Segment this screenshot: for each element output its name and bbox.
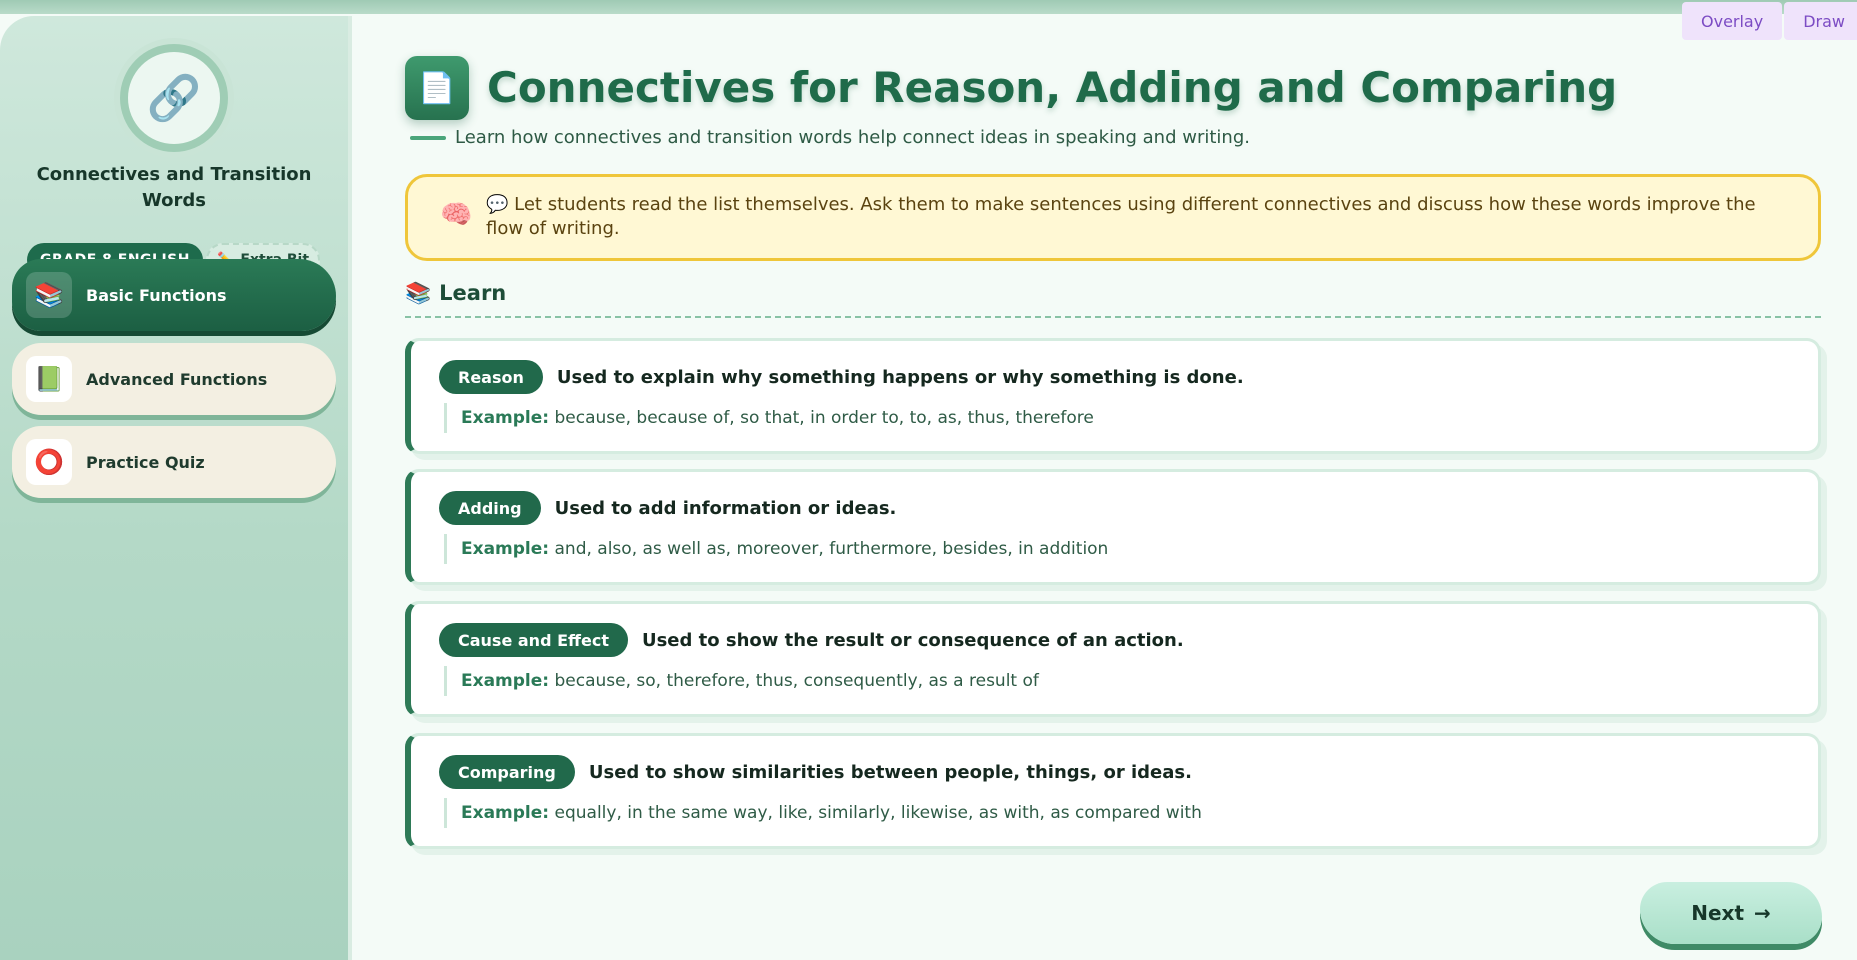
card-example: [444, 666, 1039, 696]
books-icon: 📚: [405, 280, 432, 305]
connective-card-adding: [405, 469, 1821, 585]
circle-icon: ⭕: [26, 439, 72, 485]
overlay-toolbar: [1682, 2, 1857, 40]
top-strip: [0, 0, 1857, 14]
sidebar-item-practice-quiz[interactable]: [12, 426, 336, 498]
arrow-right-icon: →: [1754, 901, 1771, 925]
sidebar-item-label: Practice Quiz: [86, 452, 205, 472]
section-divider: [405, 316, 1821, 318]
green-book-icon: 📗: [26, 356, 72, 402]
sidebar-item-label: Advanced Functions: [86, 369, 268, 389]
example-label: Example:: [461, 803, 550, 823]
card-description: Used to add information or ideas.: [554, 497, 897, 519]
example-label: Example:: [461, 671, 550, 691]
sidebar-item-label: Basic Functions: [86, 285, 227, 305]
sidebar: [0, 16, 352, 960]
connective-card-cause-effect: [405, 601, 1821, 717]
page-icon: 📄: [405, 56, 469, 120]
logo: [120, 44, 228, 152]
example-label: Example:: [461, 408, 550, 428]
next-label: Next: [1691, 901, 1744, 925]
connective-card-reason: [405, 338, 1821, 454]
card-example: [444, 403, 1094, 433]
card-description: Used to show similarities between people, things, or ideas.: [588, 761, 1192, 783]
example-text: because, because of, so that, in order to, to, as, thus, therefore: [554, 408, 1094, 428]
section-header: [405, 278, 506, 308]
connective-card-comparing: [405, 733, 1821, 849]
sidebar-item-basic-functions[interactable]: [12, 259, 336, 331]
example-text: equally, in the same way, like, similarly, likewise, as with, as compared with: [554, 803, 1202, 823]
brain-icon: 🧠: [440, 200, 473, 230]
teacher-note-text: 💬 Let students read the list themselves. Ask them to make sentences using different connectives and discuss how these words improve the flow of writing.: [486, 194, 1756, 239]
example-label: Example:: [461, 539, 550, 559]
page-title: Connectives for Reason, Adding and Comparing: [487, 63, 1618, 112]
example-text: and, also, as well as, moreover, furthermore, besides, in addition: [554, 539, 1109, 559]
card-description: Used to explain why something happens or why something is done.: [556, 366, 1244, 388]
card-example: [444, 534, 1108, 564]
teacher-note: [405, 174, 1821, 261]
sidebar-item-advanced-functions[interactable]: [12, 343, 336, 415]
category-tag: Cause and Effect: [439, 623, 628, 657]
card-example: [444, 798, 1202, 828]
link-icon: 🔗: [128, 52, 220, 144]
category-tag: Adding: [439, 491, 541, 525]
section-title: Learn: [439, 281, 507, 305]
card-description: Used to show the result or consequence of an action.: [641, 629, 1184, 651]
books-icon: 📚: [26, 272, 72, 318]
category-tag: Comparing: [439, 755, 575, 789]
example-text: because, so, therefore, thus, consequently, as a result of: [554, 671, 1039, 691]
subtitle-accent: [410, 136, 446, 140]
sidebar-title: Connectives and Transition Words: [36, 164, 312, 211]
category-tag: Reason: [439, 360, 543, 394]
page-subtitle: Learn how connectives and transition words help connect ideas in speaking and writing.: [455, 127, 1250, 148]
overlay-button[interactable]: Overlay: [1682, 2, 1782, 40]
draw-button[interactable]: Draw: [1784, 2, 1857, 40]
next-button[interactable]: [1640, 882, 1822, 944]
